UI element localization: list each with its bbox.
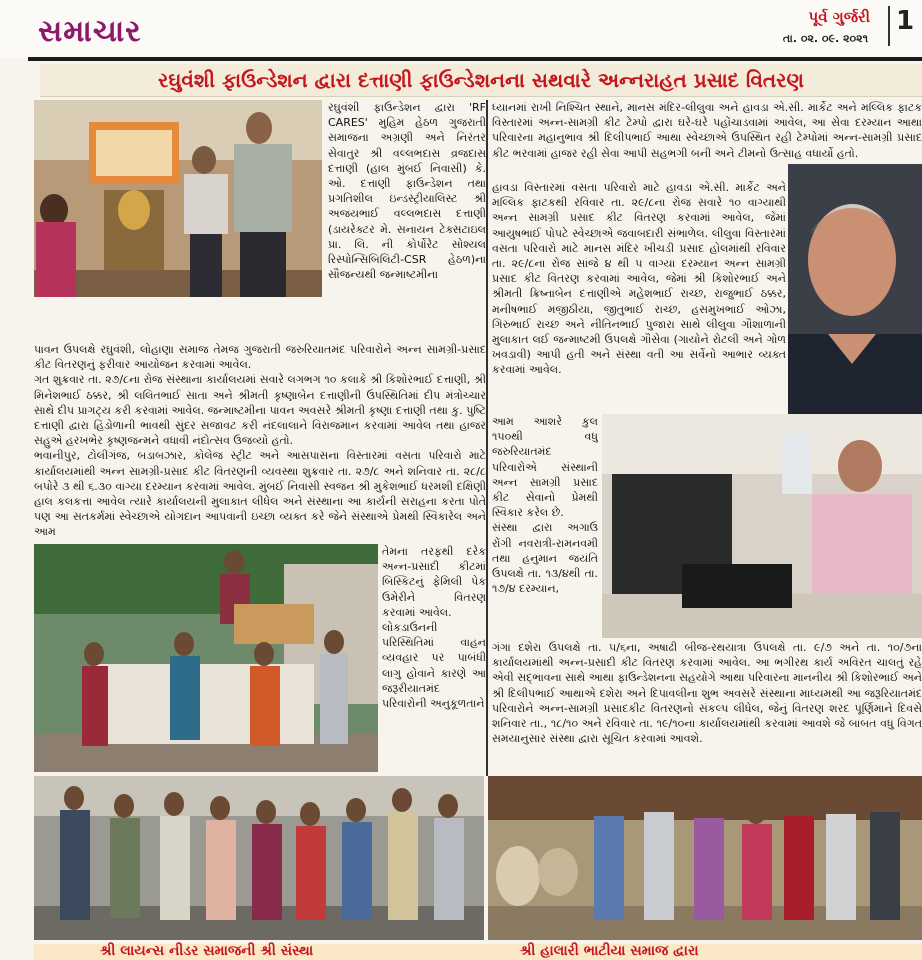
- article-col1-text-top: રઘુવંશી ફાઉન્ડેશન દ્વારા 'RF CARES' મુહિમ હેઠળ ગુજરાતી સમાજના અગ્રણી અને નિરંતર સેવાતુર શ્રી વલ્લભદાસ વ્રજદાસ દત્તાણી (હાલ મુંબઈ નિવાસી) કે. ઓ. દત્તાણી ફાઉન્ડેશન તથા પ્રગતિશીલ ઇન્ડસ્ટ્રીયાલિસ્ટ શ્રી અજયભાઈ વલ્લભદાસ દત્તાણી (ડાયરેક્ટર મે. સનાયન ટેક્સટાઇલ પ્રા. લિ. ની કોર્પોરેટ સોશ્યલ રિસ્પોન્સિબિલિટી-CSR હેઠળ)ના સૌજન્યથી જન્માષ્ટમીના: [328, 101, 486, 282]
- next-article-title-right: શ્રી હાલારી ભાટીયા સમાજ દ્વારા: [520, 943, 699, 959]
- article-col2-text-top: ધ્યાનમાં રાખી નિશ્ચિત સ્થાને, માનસ મંદિર-લીલુવા અને હાવડા એ.સી. માર્કેટ અને મલ્લિક ફાટક વિસ્તારમાં અન્ન-સામગ્રી કીટ ટેમ્પો દ્વારા ઘરે-ઘરે પહોંચાડવામાં આવેલ, આ સેવા દરમ્યાન આથા પરિવારના મહાનુભાવ શ્રી દિલીપભાઈ આથા સ્વેચ્છાએ ઉપસ્થિત રહી ટેમ્પોમાં અન્ન-સામગ્રી પ્રસાદ કીટ ભરવામાં હાજર રહી સેવા આપી સહભગી બની અને ટીમનો ઉત્સાહ વધાર્યો હતો.: [492, 101, 922, 160]
- newspaper-name: પૂર્વ ગુર્જરી: [808, 8, 870, 26]
- issue-date: તા. ૦૨. ૦૯. ૨૦૨૧: [782, 32, 868, 45]
- section-title: સમાચાર: [38, 14, 142, 49]
- column-divider: [486, 100, 488, 776]
- photo-portrait: [788, 164, 922, 414]
- article-col1-text-middle: પાવન ઉપલક્ષે રઘુવંશી, લોહાણા સમાજ તેમજ ગુજરાતી જરુરિયાતમંદ પરિવારોને અન્ન સામગ્રી-પ્રસાદ કીટ વિતરણનું ફરીવાર આયોજન કરવામાં આવેલ. ગત શુક્રવાર તા. ૨૭/૮ના રોજ સંસ્થાના કાર્યાલયમાં સવારે લગભગ ૧૦ કલાકે શ્રી કિશોરભાઈ દત્તાણી, શ્રી મિનેશભાઈ ઠક્કર, શ્રી લલિતભાઈ સાતા અને શ્રીમતી કૃષ્ણાબેન દત્તાણીની ઉપસ્થિતિમાં દીપ મંત્રોચ્ચાર સાથે દીપ પ્રાગટ્ય કરી કરવામાં આવેલ. જન્માષ્ટમીના પાવન અવસરે શ્રીમતી કૃષ્ણા દત્તાણી તથા કુ. પુષ્ટિ દત્તાણી દ્વારા હિંડોળાની ભાવથી સુંદર સજાવટ કરી નંદલાલાને વિરાજમાન કરવામાં આવેલ તથા હાજર સહુએ હરખભેર કૃષ્ણજન્મને વધાવી નંદોત્સવ ઉજવ્યો હતો. ભવાનીપુર, ટોલીગંજ, બડાબઝાર, કોલેજ સ્ટ્રીટ અને આસપાસના વિસ્તારમાં વસતા પરિવારો માટે કાર્યાલયમાંથી અન્ન સામગ્રી-પ્રસાદ કીટ વિતરણની વ્યવસ્થા શુક્રવાર તા. ૨૭/૮ અને શનિવાર તા. ૨૮/૮ બપોરે ૩ થી ૬.૩૦ વાગ્યા દરમ્યાન કરવામાં આવેલ. મુંબઈ નિવાસી સ્વજન શ્રી મુકેશભાઈ ધરમશી દક્ષિણી હાલ કલકત્તા આવેલ ત્યારે કાર્યાલયની મુલાકાત લીધેલ અને સંસ્થાના આ કાર્યની સરાહના કરતા પોતે પણ આ સતકર્મમાં સ્વેચ્છાએ યોગદાન આપવાની ઇચ્છા વ્યક્ત કરે જેને સંસ્થાએ પ્રેમથી સ્વિકારેલ અને આમ: [34, 343, 486, 539]
- article-col2-text-narrow: આમ આશરે કુલ ૧૫૦થી વધુ જરુરિયાતમંદ પરિવારોએ સંસ્થાની અન્ન સામગ્રી પ્રસાદ કીટ સેવાનો પ્રેમથી સ્વિકાર કરેલ છે. સંસ્થા દ્વારા અગાઉ રોંગી નવરાત્રી-રામનવમી તથા હનુમાન જયંતિ ઉપલક્ષે તા. ૧૩/૪થી તા. ૧૭/૪ દરમ્યાન,: [492, 415, 598, 596]
- article-col2-text-bottom: ગંગા દશેરા ઉપલક્ષે તા. ૫/૬ના, અષાઢી બીજ-રથયાત્રા ઉપલક્ષે તા. ૯/૭ અને તા. ૧૦/૭ના કાર્યાલયમાંથી અન્ન-પ્રસાદી કીટ વિતરણ કરવામાં આવેલ. આ ભગીરથ કાર્ય અવિરત ચાલતું રહે એવી સદ્ભાવના સાથે આથા ફાઉન્ડેશનના સહયોગે આથા પરિવારના માનનીય શ્રી કિશોરભાઈ અને શ્રી દિલીપભાઈ આથાએ દશેરા અને દિપાવલીના શુભ અવસરે સંસ્થાના માધ્યમથી આ જરૂરિયાતમંદ પરિવારોને અન્ન-સામગ્રી પ્રસાદકીટ વિતરણનો સંકલ્પ લીધેલ, જેનું વિતરણ શરદ પૂર્ણિમાને દિવસે શનિવાર તા., ૧૮/૧૦ અને રવિવાર તા. ૧૯/૧૦ના કાર્યાલયમાંથી કરવામાં આવશે જે બાબત વધુ વિગત સમયાનુસાર સંસ્થા દ્વારા સૂચિત કરવામાં આવશે.: [492, 641, 922, 746]
- article-col2-text-middle: હાવડા વિસ્તારમાં વસતા પરિવારો માટે હાવડા એ.સી. માર્કેટ અને મલ્લિક ફાટકથી રવિવાર તા. ૨૯/૮ના રોજ સવારે ૧૦ વાગ્યાથી અન્ન સામગ્રી પ્રસાદ કીટ વિતરણ કરવામાં આવેલ, જેમાં આયુષભાઈ પોપટે સ્વેચ્છાએ જવાબદારી સંભાળેલ. લીલુવા વિસ્તારમાં વસતા પરિવારો માટે માનસ મંદિર ખીચડી પ્રસાદ હોલમાંથી રવિવાર તા. ૨૯/૮ના રોજ સાંજે ૪ થી ૫ વાગ્યા દરમ્યાન અન્ન સામગ્રી પ્રસાદ કીટ વિતરણ કરવામાં આવેલ, જેમાં શ્રી કિશોરભાઈ અને શ્રીમતી ક્રિષ્નાબેન દત્તાણીએ મહેશભાઈ રાચ્છ, રાજુભાઈ ઠક્કર, મનીષભાઈ મજીઠીયા, જીતુભાઈ રાચ્છ, હસમુખભાઈ ઓઝા, ગિરુભાઈ રાચ્છ અને નીતિનભાઈ પુજારા સાથે લીલુવા ગૌશાળાની મુલાકાત લઈ જન્માષ્ટમી ઉપલક્ષે ગૌસેવા (ગાયોને રોટલી અને ગોળ ખવડાવી) આપી હતી અને સંસ્થા વતી આ સર્વેનો આભાર વ્યક્ત કરવામાં આવેલ.: [492, 181, 786, 377]
- photo-volunteers-kits: [34, 544, 378, 772]
- masthead-rule: [28, 57, 922, 61]
- article-col1-text-bottom: તેમના તરફથી દરેક અન્ન-પ્રસાદી કીટમાં બિસ્કિટનું ફેમિલી પેક ઉમેરીને વિતરણ કરવામાં આવેલ. લોકડાઉનની પરિસ્થિતિમાં વાહન વ્યવહાર પર પાબંધી લાગુ હોવાને કારણે આ જરૂરીયાતમંદ પરિવારોની અનુકૂળતાને: [382, 545, 486, 711]
- article-headline: રઘુવંશી ફાઉન્ડેશન દ્વારા દત્તાણી ફાઉન્ડેશનના સથવારે અન્નરાહત પ્રસાદ વિતરણ: [40, 64, 922, 97]
- page-number: 1: [888, 6, 922, 46]
- next-article-title-left: શ્રી લાયન્સ નીડર સમાજની શ્રી સંસ્થા: [100, 943, 314, 959]
- photo-office: [602, 414, 922, 638]
- photo-ceremony: [34, 100, 322, 297]
- photo-group-gaushala: [488, 776, 922, 940]
- photo-group-left: [34, 776, 484, 940]
- masthead: [0, 0, 922, 58]
